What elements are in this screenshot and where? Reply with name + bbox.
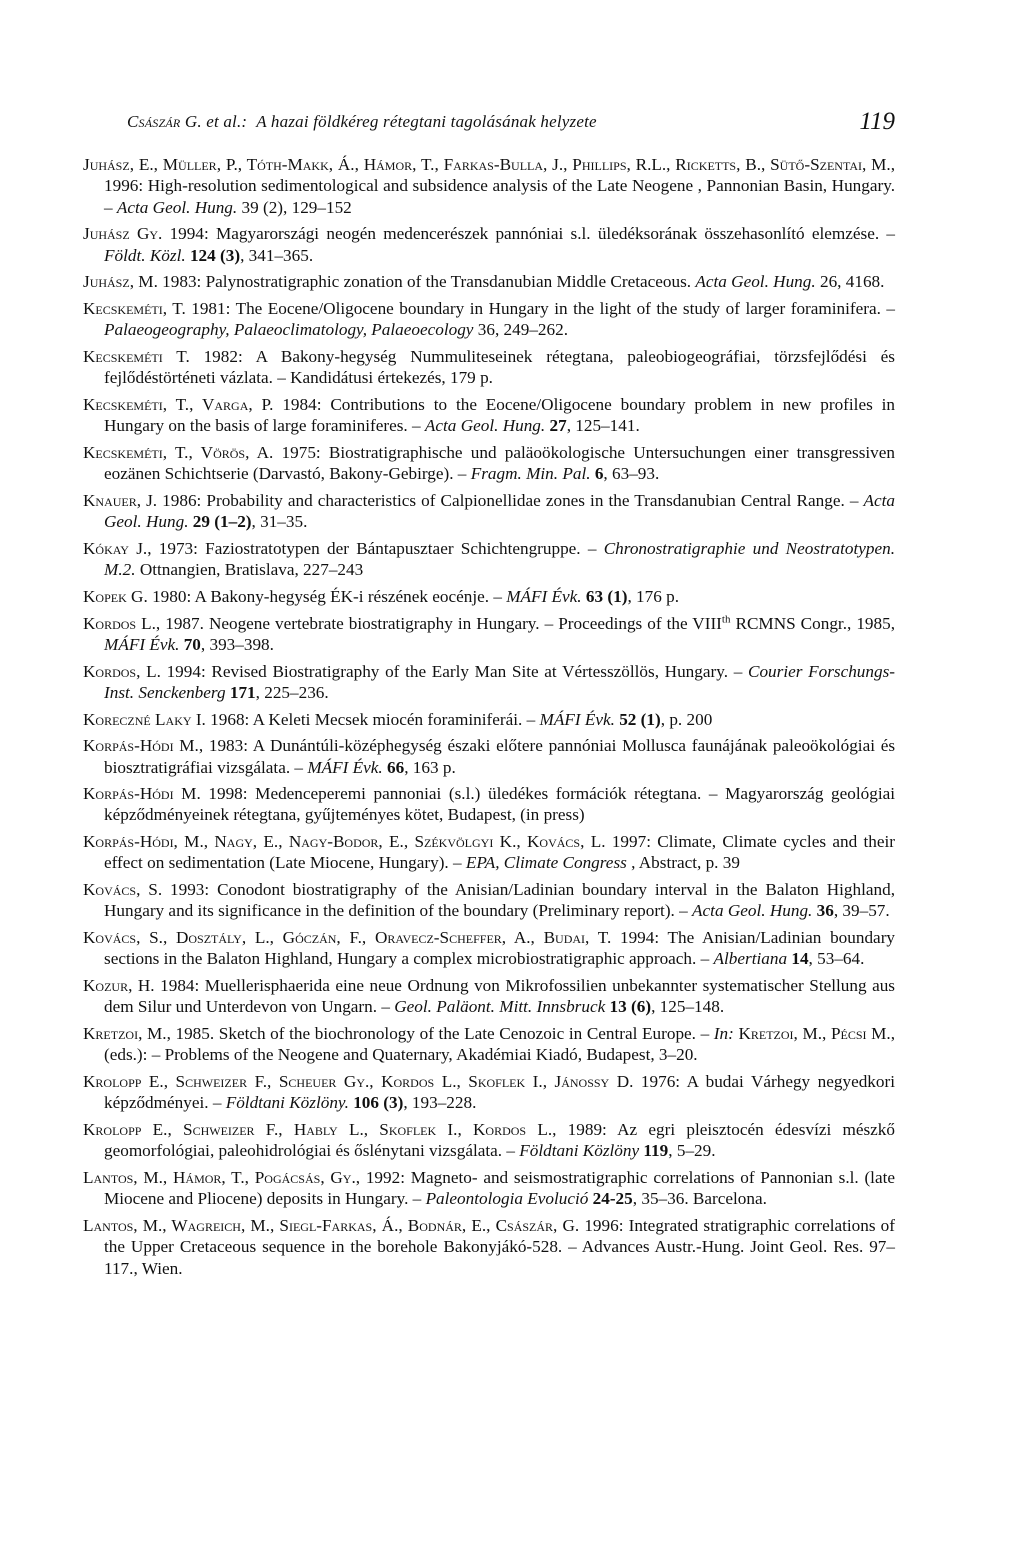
reference-text: 1998: Medenceperemi pannoniai (s.l.) üledékes formációk rétegtana. – Magyarország geológiai képződményeinek rétegtana, gyűjteményes kötet, Budapest, (in press) [104,784,896,825]
reference-authors: Lantos, M., Hámor, T., Pogácsás, Gy. [83,1168,356,1188]
reference-text: 1993: Conodont biostratigraphy of the Anisian/Ladinian boundary interval in the Balaton Highland, Hungary and its significance in the definition of the boundary (Preliminary report). – [104,880,896,921]
reference-volume: 13 (6) [605,997,652,1017]
page-number: 119 [859,108,895,135]
reference-volume: 106 (3) [348,1093,404,1113]
reference-source: Geol. Paläont. Mitt. Innsbruck [394,997,606,1017]
reference-text: , p. 200 [660,709,713,729]
reference-authors: Korpás-Hódi M. [83,736,199,756]
reference-entry [83,154,895,218]
reference-entry [83,271,895,292]
reference-source: MÁFI Évk. [506,586,582,606]
reference-entry [83,1215,895,1279]
reference-source: Albertiana [713,949,788,969]
reference-authors: Knauer, J. [83,490,158,510]
reference-text: 1984: Muellerisphaerida eine neue Ordnung von Mikrofossilien unbekannter systematischer Stellung aus dem Silur und Unterdevon von Ungarn. – [104,976,895,1017]
reference-entry [83,298,895,341]
reference-authors: Juhász Gy. [83,224,163,244]
reference-entry [83,831,895,874]
reference-entry [83,735,895,778]
reference-text: 1994: Revised Biostratigraphy of the Early Man Site at Vértesszöllös, Hungary. – [160,661,748,681]
reference-text: , 193–228. [403,1093,477,1113]
reference-authors: Kecskeméti, T. [83,298,186,318]
header-author: Császár G. [127,112,202,131]
reference-volume: 14 [787,949,809,969]
reference-text: 26, 4168. [815,272,885,292]
reference-authors: Korpás-Hódi M. [83,784,201,804]
reference-text: , 225–236. [255,682,329,702]
reference-entry [83,346,895,389]
reference-authors: Kecskeméti, T., Vörös, A. [83,442,274,462]
reference-text: , 125–141. [566,416,640,436]
reference-source: Chronostratigraphie und Neostratotypen. M.2. [104,538,895,580]
reference-source: Földtani Közlöny [519,1141,640,1161]
reference-text: 1980: A Bakony-hegység ÉK-i részének eocénje. – [147,586,507,606]
header-etal: et al.: [201,112,248,131]
reference-text: 36, 249–262. [473,320,568,340]
reference-text: Ottnangien, Bratislava, 227–243 [135,560,364,580]
reference-text: , 53–64. [808,949,865,969]
reference-text: RCMNS Congr., 1985, [730,613,895,633]
reference-source: EPA, Climate Congress [465,853,627,873]
reference-authors: Kókay J. [83,538,148,558]
reference-text: , 35–36. Barcelona. [632,1189,767,1209]
reference-text: 1983: Palynostratigraphic zonation of the Transdanubian Middle Cretaceous. [157,272,696,292]
reference-text: , (eds.): – Problems of the Neogene and Quaternary, Akadémiai Kiadó, Budapest, 3–20. [104,1024,896,1065]
reference-volume: 27 [545,416,567,436]
reference-text: , 1989: Az egri pleisztocén édesvízi mészkő geomorfológiai, paleohidrológiai és őslénytani vizsgálata. – [104,1120,895,1161]
reference-text: , 63–93. [603,464,660,484]
reference-entry [83,1071,895,1114]
reference-volume: 66 [382,757,405,777]
reference-entry [83,223,895,266]
reference-authors: Koreczné Laky I. [83,709,206,729]
reference-text: , 1973: Faziostratotypen der Bántapusztaer Schichtengruppe. – [147,538,604,558]
reference-entry [83,975,895,1018]
reference-text: , 176 p. [627,586,679,606]
reference-entry [83,1167,895,1210]
reference-authors: Kozur, H. [83,976,155,996]
reference-source: MÁFI Évk. [104,634,180,654]
reference-volume: 29 (1–2) [188,512,252,532]
reference-source: Földt. Közl. [104,245,186,265]
reference-superscript: th [721,612,731,625]
reference-volume: 171 [225,682,256,702]
reference-source: Acta Geol. Hung. [695,272,816,292]
reference-entry [83,1023,895,1066]
reference-authors: Kretzoi, M. [83,1024,167,1044]
reference-entry [83,613,895,656]
reference-authors: Juhász, E., Müller, P., Tóth-Makk, Á., Hámor, T., Farkas-Bulla, J., Phillips, R.L., Ricketts, B., Sütő-Szentai, M. [83,155,891,174]
reference-text: , 1996: High-resolution sedimentological and subsidence analysis of the Late Neogene , Pannonian Basin, Hungary. – [104,155,895,217]
reference-source: MÁFI Évk. [307,757,383,777]
reference-authors: Kretzoi, M., Pécsi M. [738,1024,891,1044]
reference-entry [83,538,895,581]
journal-page [83,108,896,1284]
reference-entry [83,586,895,607]
reference-text: 1994: Magyarországi neogén medencerészek pannóniai s.l. üledéksorának összehasonlító elemzése. – [162,224,895,244]
reference-source: MÁFI Évk. [539,709,615,729]
reference-text: , 39–57. [833,901,890,921]
reference-authors: Kordos, L. [83,661,161,681]
reference-text: 1997: Climate, Climate cycles and their effect on sedimentation (Late Miocene, Hungary). – [104,832,895,873]
reference-text: , 341–365. [240,245,314,265]
reference-text: 1984: Contributions to the Eocene/Oligocene boundary problem in new profiles in Hungary on the basis of large foraminiferes. – [104,394,895,436]
reference-authors: Kecskeméti T. [83,346,190,366]
reference-entry [83,709,895,730]
reference-authors: Kopek G. [83,586,148,606]
reference-source: Acta Geol. Hung. [692,901,813,921]
reference-volume: 6 [590,464,604,484]
reference-volume: 124 (3) [185,245,241,265]
reference-volume: 63 (1) [581,586,628,606]
reference-entry [83,1119,895,1162]
reference-text: 1968: A Keleti Mecsek miocén foraminiferái. – [205,709,540,729]
reference-text: , 1987. Neogene vertebrate biostratigraphy in Hungary. – Proceedings of the VIII [155,613,722,633]
reference-text: 1994: The Anisian/Ladinian boundary sections in the Balaton Highland, Hungary a complex microbiostratigraphic approach. – [104,928,896,969]
reference-authors: Juhász, M. [83,272,158,292]
reference-text: , 5–29. [668,1141,716,1161]
reference-source: Fragm. Min. Pal. [470,464,591,484]
reference-authors: Kovács, S., Dosztály, L., Góczán, F., Oravecz-Scheffer, A., Budai, T. [83,928,612,948]
reference-authors: Lantos, M., Wagreich, M., Siegl-Farkas, Á., Bodnár, E., Császár, G. [83,1216,580,1236]
reference-authors: Krolopp E., Schweizer F., Scheuer Gy., Kordos L., Skoflek I., Jánossy D. [83,1072,634,1092]
reference-source: Courier Forschungs-Inst. Senckenberg [104,661,895,702]
reference-entry [83,661,895,704]
reference-source: Palaeogeography, Palaeoclimatology, Palaeoecology [104,320,474,340]
reference-text: , 31–35. [251,512,308,532]
reference-text: 1982: A Bakony-hegység Nummuliteseinek rétegtana, paleobiogeográfiai, törzsfejlődési és fejlődéstörténeti vázlata. – Kandidátusi értekezés, 179 p. [104,346,895,388]
reference-text: , 1985. Sketch of the biochronology of the Late Cenozoic in Central Europe. – [166,1024,714,1044]
reference-entry [83,394,895,437]
reference-entry [83,927,895,970]
running-header [83,108,895,146]
reference-text: 39 (2), 129–152 [237,197,352,217]
reference-volume: 119 [639,1141,669,1161]
reference-text: , 1983: A Dunántúli-középhegység északi előtere pannóniai Mollusca faunájának paleoökológiai és biosztratigráfiai vizsgálata. – [104,736,896,777]
running-title [127,112,597,132]
reference-text: , 393–398. [200,634,274,654]
reference-text: , Abstract, p. 39 [626,853,740,873]
reference-list [83,154,895,1279]
reference-text: , 1992: Magneto- and seismostratigraphic correlations of Pannonian s.l. (late Miocene and Pliocene) deposits in Hungary. – [104,1168,895,1209]
reference-authors: Kecskeméti, T., Varga, P. [83,394,274,414]
reference-entry [83,490,895,533]
reference-volume: 36 [812,901,834,921]
reference-text: 1996: Integrated stratigraphic correlations of the Upper Cretaceous sequence in the borehole Bakonyjákó-528. – Advances Austr.-Hung. Joint Geol. Res. 97–117., Wien. [104,1216,895,1278]
reference-authors: Kovács, S. [83,880,163,900]
reference-volume: 70 [179,634,201,654]
reference-source: Acta Geol. Hung. [116,197,238,217]
reference-text: 1975: Biostratigraphische und paläoökologische Untersuchungen einer transgressiven eozänen Schichtserie (Darvastó, Bakony-Gebirge). – [104,442,895,484]
reference-entry [83,879,895,922]
reference-source: In: [713,1024,734,1044]
reference-source: Acta Geol. Hung. [104,490,895,532]
reference-authors: Krolopp E., Schweizer F., Hably L., Skoflek I., Kordos L. [83,1120,553,1140]
reference-entry [83,442,895,485]
reference-text: 1981: The Eocene/Oligocene boundary in Hungary in the light of the study of larger foraminifera. – [185,298,895,318]
reference-text: 1986: Probability and characteristics of Calpionellidae zones in the Transdanubian Central Range. – [157,490,864,510]
reference-volume: 52 (1) [614,709,661,729]
reference-volume: 24-25 [588,1189,633,1209]
reference-entry [83,783,895,826]
reference-text: 1976: A budai Várhegy negyedkori képződményei. – [104,1072,895,1113]
reference-authors: Kordos L. [83,613,156,633]
reference-source: Acta Geol. Hung. [424,416,546,436]
reference-text: , 125–148. [651,997,725,1017]
reference-source: Paleontologia Evolució [425,1189,589,1209]
header-title: A hazai földkéreg rétegtani tagolásának helyzete [256,112,597,131]
reference-source: Földtani Közlöny. [225,1093,349,1113]
reference-authors: Korpás-Hódi, M., Nagy, E., Nagy-Bodor, E., Székvölgyi K., Kovács, L. [83,832,606,852]
reference-text: , 163 p. [404,757,456,777]
